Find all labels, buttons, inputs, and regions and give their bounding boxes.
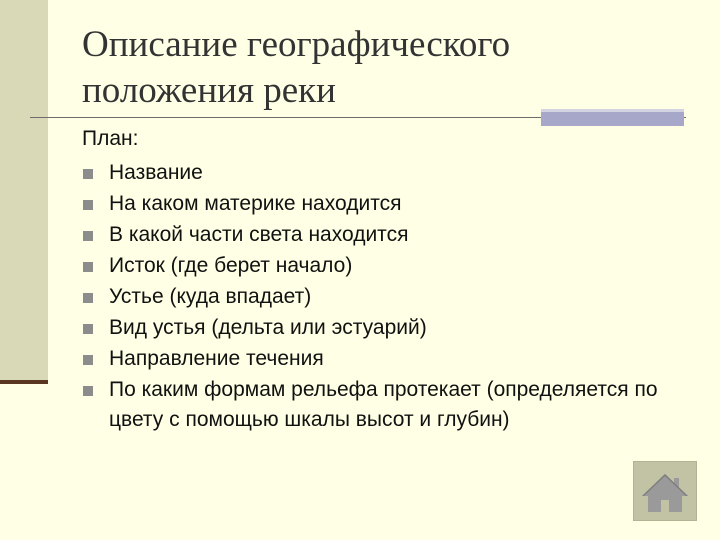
list-item <box>82 313 682 343</box>
left-decor-line <box>0 380 48 384</box>
list-item-text: Направление течения <box>109 347 324 370</box>
plan-list <box>82 158 682 436</box>
list-item <box>82 251 682 281</box>
plan-label: План: <box>82 127 139 150</box>
slide-title: Описание географического положения реки <box>82 24 511 111</box>
home-icon <box>634 462 696 520</box>
list-item <box>82 220 682 250</box>
list-item <box>82 375 682 435</box>
square-bullet-icon <box>83 386 93 396</box>
square-bullet-icon <box>83 355 93 365</box>
divider-accent-block <box>541 112 684 126</box>
list-item <box>82 189 682 219</box>
list-item-text: Исток (где берет начало) <box>109 254 353 277</box>
list-item-text: Название <box>109 161 203 184</box>
list-item-text: В какой части света находится <box>109 223 409 246</box>
home-button[interactable] <box>633 461 697 521</box>
square-bullet-icon <box>83 200 93 210</box>
square-bullet-icon <box>83 293 93 303</box>
square-bullet-icon <box>83 262 93 272</box>
square-bullet-icon <box>83 231 93 241</box>
left-decor-band <box>0 0 48 382</box>
list-item-text: На каком материке находится <box>109 192 402 215</box>
square-bullet-icon <box>83 169 93 179</box>
square-bullet-icon <box>83 324 93 334</box>
list-item-text: Устье (куда впадает) <box>109 285 312 308</box>
list-item <box>82 158 682 188</box>
list-item-text: По каким формам рельефа протекает (определяется по цвету с помощью шкалы высот и глубин) <box>109 378 658 431</box>
list-item <box>82 344 682 374</box>
list-item-text: Вид устья (дельта или эстуарий) <box>109 316 427 339</box>
list-item <box>82 282 682 312</box>
